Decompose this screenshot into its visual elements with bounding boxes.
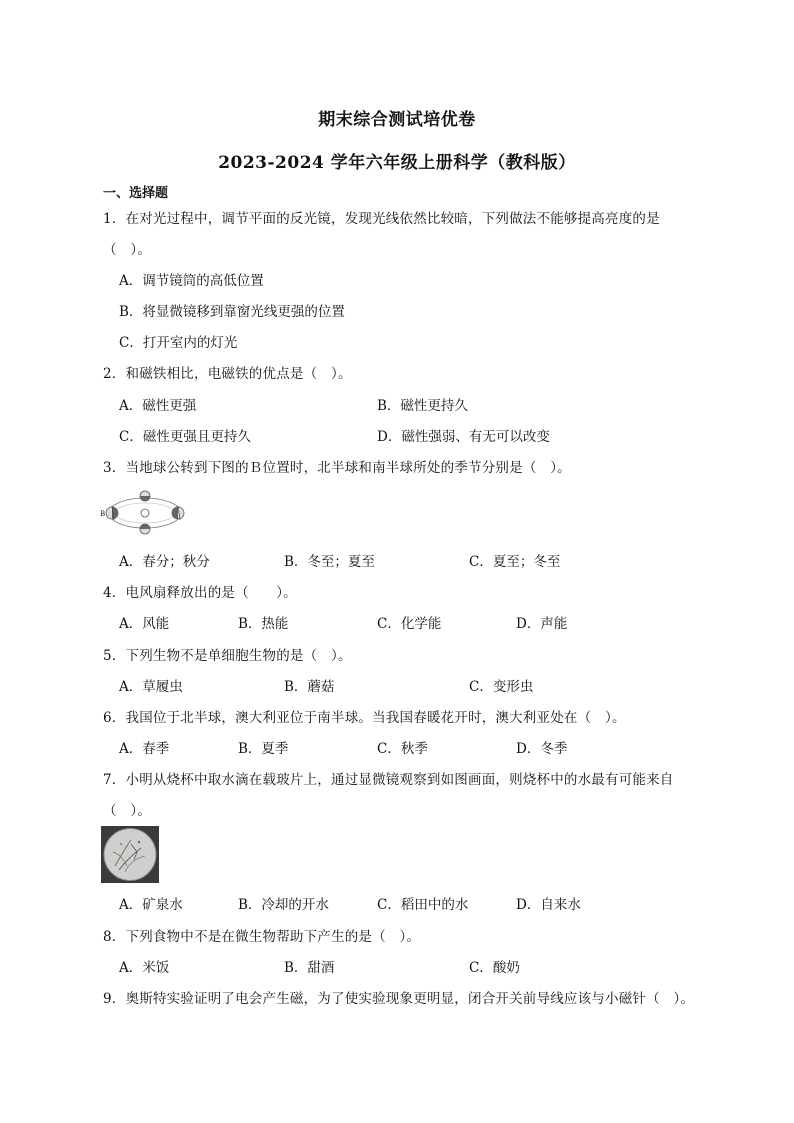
question-1-option-b: B．将显微镜移到靠窗光线更强的位置 xyxy=(119,304,345,320)
question-2-stem: 2．和磁铁相比，电磁铁的优点是（ ）。 xyxy=(103,366,352,382)
exam-subtitle: 2023-2024 学年六年级上册科学（教科版） xyxy=(218,153,576,173)
question-1-option-a: A．调节镜筒的高低位置 xyxy=(119,273,264,289)
question-2-option-a: A．磁性更强 xyxy=(119,398,197,414)
question-5-option-c: C．变形虫 xyxy=(469,679,534,695)
question-8-option-b: B．甜酒 xyxy=(284,960,335,976)
question-4-option-a: A．风能 xyxy=(119,616,170,632)
question-3-stem: 3．当地球公转到下图的Ｂ位置时，北半球和南半球所处的季节分别是（ ）。 xyxy=(103,460,571,476)
question-1-stem-cont: （ ）。 xyxy=(103,242,152,258)
question-2-option-b: B．磁性更持久 xyxy=(377,398,468,414)
question-3-option-c: C．夏至；冬至 xyxy=(469,554,561,570)
question-4-option-b: B．热能 xyxy=(238,616,289,632)
question-4-option-d: D．声能 xyxy=(516,616,568,632)
question-7-option-c: C．稻田中的水 xyxy=(377,897,469,913)
question-3-option-a: A．春分；秋分 xyxy=(119,554,210,570)
question-4-option-c: C．化学能 xyxy=(377,616,442,632)
section-heading: 一、选择题 xyxy=(103,186,169,201)
question-9-stem: 9．奥斯特实验证明了电会产生磁，为了使实验现象更明显，闭合开关前导线应该与小磁针（ ）。 xyxy=(103,991,695,1007)
question-8-option-c: C．酸奶 xyxy=(469,960,520,976)
question-3-option-b: B．冬至；夏至 xyxy=(284,554,375,570)
question-7-option-a: A．矿泉水 xyxy=(119,897,183,913)
question-6-option-b: B．夏季 xyxy=(238,741,289,757)
earth-orbit-figure xyxy=(100,486,186,538)
question-7-stem: 7．小明从烧杯中取水滴在载玻片上，通过显微镜观察到如图画面，则烧杯中的水最有可能来自 xyxy=(103,772,674,788)
question-2-option-c: C．磁性更强且更持久 xyxy=(119,429,251,445)
question-6-option-a: A．春季 xyxy=(119,741,170,757)
sun-icon xyxy=(141,509,149,517)
question-6-option-c: C．秋季 xyxy=(377,741,428,757)
question-5-option-b: B．蘑菇 xyxy=(284,679,335,695)
question-7-option-b: B．冷却的开水 xyxy=(238,897,329,913)
exam-title: 期末综合测试培优卷 xyxy=(318,110,476,130)
question-6-option-d: D．冬季 xyxy=(516,741,568,757)
question-1-stem: 1．在对光过程中，调节平面的反光镜，发现光线依然比较暗，下列做法不能够提高亮度的是 xyxy=(103,211,660,227)
microscope-view-image xyxy=(101,826,159,883)
earth-icon xyxy=(106,507,118,519)
question-4-stem: 4．电风扇释放出的是（ ）。 xyxy=(103,585,297,601)
question-7-option-d: D．自来水 xyxy=(516,897,581,913)
question-5-option-a: A．草履虫 xyxy=(119,679,183,695)
question-8-option-a: A．米饭 xyxy=(119,960,170,976)
question-2-option-d: D．磁性强弱、有无可以改变 xyxy=(377,429,550,445)
question-1-option-c: C．打开室内的灯光 xyxy=(119,335,238,351)
question-5-stem: 5．下列生物不是单细胞生物的是（ ）。 xyxy=(103,648,352,664)
question-8-stem: 8．下列食物中不是在微生物帮助下产生的是（ ）。 xyxy=(103,929,421,945)
question-7-stem-cont: （ ）。 xyxy=(103,803,152,819)
question-6-stem: 6．我国位于北半球，澳大利亚位于南半球。当我国春暖花开时，澳大利亚处在（ ）。 xyxy=(103,710,626,726)
orbit-position-b-label: B xyxy=(100,510,106,518)
